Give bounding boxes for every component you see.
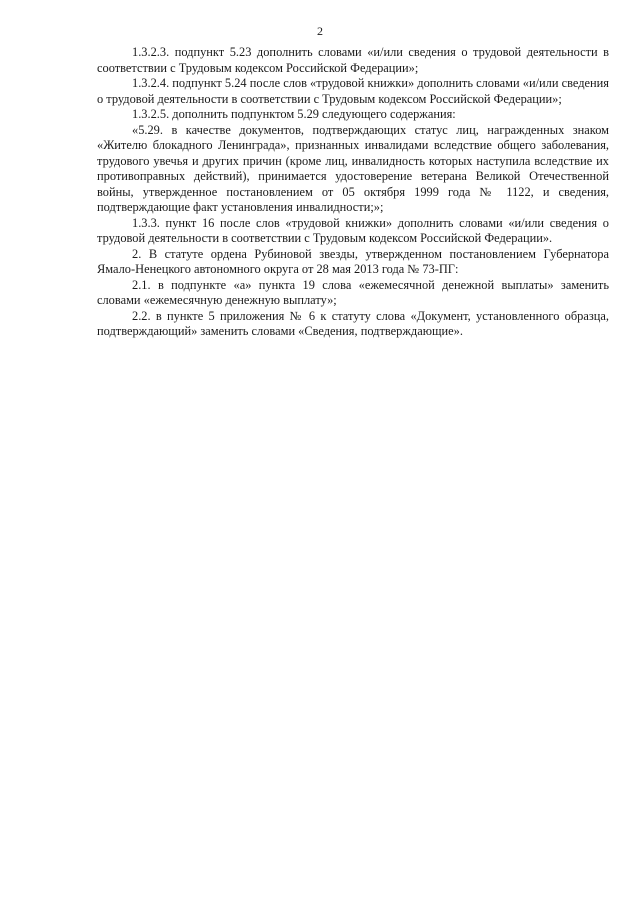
paragraph-5-29: «5.29. в качестве документов, подтверждающих статус лиц, награжденных знаком «Жителю блокадного Ленинграда», признанных инвалидами вследствие общего заболевания, трудового увечья и других причин (кроме лиц, инвалидность которых наступила вследствие их противоправных действий), принимается удостоверение ветерана Великой Отечественной войны, утвержденное постановлением от 05 октября 1999 года № 1122, и сведения, подтверждающие факт установления инвалидности;»;: [97, 122, 609, 214]
paragraph-1-3-2-3: 1.3.2.3. подпункт 5.23 дополнить словами «и/или сведения о трудовой деятельности в соответствии с Трудовым кодексом Российской Федерации»;: [97, 45, 609, 75]
paragraph-2-1: 2.1. в подпункте «а» пункта 19 слова «ежемесячной денежной выплаты» заменить словами «ежемесячную денежную выплату»;: [97, 277, 609, 307]
paragraph-1-3-2-4: 1.3.2.4. подпункт 5.24 после слов «трудовой книжки» дополнить словами «и/или сведения о трудовой деятельности в соответствии с Трудовым кодексом Российской Федерации»;: [97, 76, 609, 106]
paragraph-2: 2. В статуте ордена Рубиновой звезды, утвержденном постановлением Губернатора Ямало-Ненецкого автономного округа от 28 мая 2013 года № 73-ПГ:: [97, 246, 609, 276]
page-number: 2: [317, 24, 323, 38]
paragraph-1-3-2-5: 1.3.2.5. дополнить подпунктом 5.29 следующего содержания:: [132, 107, 456, 121]
paragraph-1-3-3: 1.3.3. пункт 16 после слов «трудовой книжки» дополнить словами «и/или сведения о трудовой деятельности в соответствии с Трудовым кодексом Российской Федерации».: [97, 215, 609, 245]
document-body: [97, 45, 609, 340]
paragraph-2-2: 2.2. в пункте 5 приложения № 6 к статуту слова «Документ, установленного образца, подтверждающий» заменить словами «Сведения, подтверждающие».: [97, 308, 609, 338]
